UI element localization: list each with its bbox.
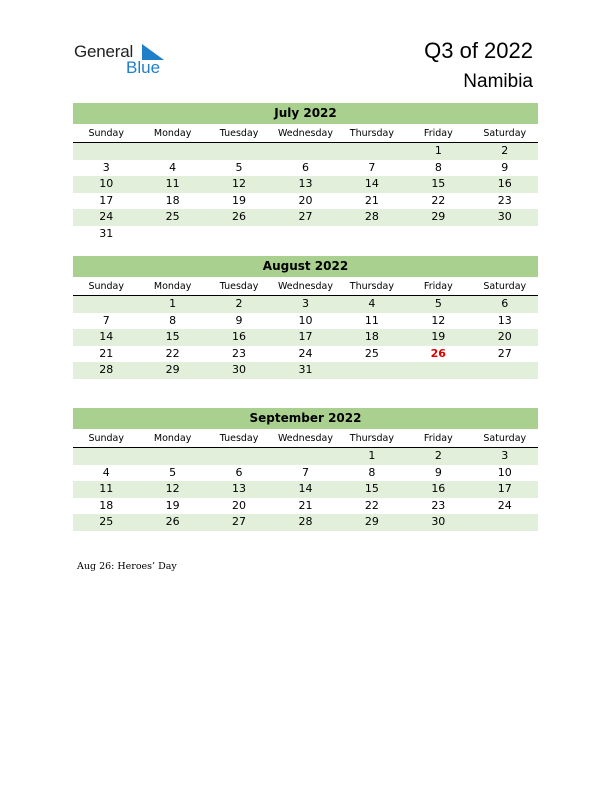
week-row [73,226,538,243]
day-cell: 28 [99,363,114,376]
weekday-label: Wednesday [277,433,333,444]
day-cell [272,143,338,160]
weekday-label: Thursday [349,128,394,139]
weekday-label: Friday [423,128,453,139]
day-cell: 15 [431,177,446,190]
day-cell: 14 [298,482,313,495]
day-cell: 24 [298,346,313,360]
weekday-label: Sunday [88,128,124,139]
day-cell: 28 [298,515,313,528]
day-cell: 7 [301,465,309,479]
day-cell: 5 [169,465,177,479]
brand-general: General [74,42,134,61]
weekday-label: Sunday [88,433,124,444]
weekday-label: Wednesday [277,281,333,292]
day-cell: 2 [434,449,442,462]
day-cell: 17 [99,193,114,207]
brand-logo [74,42,184,78]
holiday-note: Aug 26: Heroes’ Day [77,561,177,572]
day-cell [272,448,338,465]
weekday-label: Thursday [349,433,394,444]
country-name: Namibia [463,71,533,92]
day-cell: 5 [235,160,243,174]
day-cell [339,362,405,379]
day-cell: 11 [364,313,379,327]
month-september [73,408,538,531]
day-cell: 21 [364,193,379,207]
day-cell: 30 [232,363,247,376]
day-cell: 19 [431,330,446,343]
day-cell: 2 [235,297,243,310]
day-cell: 29 [364,515,379,528]
brand-blue: Blue [126,58,161,77]
week-row [73,514,538,531]
day-cell [73,143,139,160]
day-cell: 25 [99,515,114,528]
weekday-label: Thursday [349,281,394,292]
day-cell: 6 [501,297,509,310]
week-row [73,465,538,482]
weekday-label: Saturday [483,128,527,139]
day-cell: 25 [165,210,180,223]
day-cell [405,226,471,243]
week-row [73,448,538,465]
day-cell: 12 [165,482,180,495]
day-cell: 8 [368,465,376,479]
day-cell: 28 [364,210,379,223]
day-cell: 23 [232,346,247,360]
weekday-label: Tuesday [219,281,259,292]
day-cell: 4 [169,160,177,174]
day-cell: 3 [301,297,309,310]
week-row [73,481,538,498]
day-cell: 9 [235,313,243,327]
day-cell [73,448,139,465]
day-cell: 23 [497,193,512,207]
week-row [73,143,538,160]
day-cell: 20 [298,193,313,207]
day-cell: 10 [99,177,114,190]
week-row [73,313,538,330]
day-cell [73,296,139,313]
day-cell: 25 [364,346,379,360]
day-cell: 24 [497,498,512,512]
day-cell: 27 [298,210,313,223]
week-row [73,498,538,515]
day-cell: 2 [501,144,509,157]
day-cell: 11 [99,482,114,495]
day-cell: 21 [298,498,313,512]
day-cell: 8 [434,160,442,174]
day-cell [206,448,272,465]
month-header: September 2022 [73,408,538,429]
day-cell: 15 [165,330,180,343]
holiday-notes [77,561,177,572]
day-cell: 17 [497,482,512,495]
day-cell: 1 [368,449,376,462]
day-cell: 29 [165,363,180,376]
day-cell: 16 [497,177,512,190]
weekday-label: Sunday [88,281,124,292]
day-cell: 20 [232,498,247,512]
week-row [73,346,538,363]
day-cell [206,226,272,243]
page-title: Q3 of 2022 [424,38,533,63]
day-cell: 16 [431,482,446,495]
weekday-label: Tuesday [219,128,259,139]
month-august [73,256,538,379]
day-cell: 14 [364,177,379,190]
day-cell: 6 [235,465,243,479]
day-cell: 12 [431,313,446,327]
month-header: August 2022 [73,256,538,277]
day-cell: 10 [298,313,313,327]
day-cell: 27 [497,346,512,360]
weekday-label: Saturday [483,281,527,292]
week-row [73,362,538,379]
day-cell: 16 [232,330,247,343]
weekday-label: Monday [153,433,192,444]
day-cell: 1 [434,144,442,157]
day-cell: 7 [102,313,110,327]
month-july [73,103,538,242]
week-row [73,296,538,313]
weekday-label: Tuesday [219,433,259,444]
day-cell [272,226,338,243]
weekday-label: Wednesday [277,128,333,139]
day-cell: 19 [232,193,247,207]
day-cell: 9 [434,465,442,479]
day-cell: 31 [298,363,313,376]
day-cell: 7 [368,160,376,174]
day-cell: 20 [497,330,512,343]
day-cell: 5 [434,297,442,310]
day-cell: 24 [99,210,114,223]
day-cell: 13 [497,313,512,327]
day-cell: 9 [501,160,509,174]
weekday-label: Friday [423,433,453,444]
day-cell: 15 [364,482,379,495]
day-cell: 22 [165,346,180,360]
day-cell: 3 [102,160,110,174]
month-header: July 2022 [73,103,538,124]
day-cell [405,362,471,379]
day-cell [472,514,538,531]
day-cell: 31 [99,226,114,240]
day-cell [139,143,205,160]
weekday-header-row [73,126,538,143]
weekday-label: Friday [423,281,453,292]
day-cell: 10 [497,465,512,479]
weekday-header-row [73,279,538,296]
day-cell: 17 [298,330,313,343]
week-row [73,329,538,346]
week-row [73,209,538,226]
day-cell [339,143,405,160]
day-cell [139,226,205,243]
day-cell: 26 [430,346,446,360]
day-cell: 4 [102,465,110,479]
day-cell: 18 [99,498,114,512]
day-cell: 4 [368,297,376,310]
weekday-label: Monday [153,128,192,139]
day-cell [206,143,272,160]
weekday-label: Monday [153,281,192,292]
day-cell: 21 [99,346,114,360]
day-cell: 19 [165,498,180,512]
weekday-label: Saturday [483,433,527,444]
day-cell: 18 [364,330,379,343]
day-cell: 22 [364,498,379,512]
day-cell: 8 [169,313,177,327]
day-cell [472,362,538,379]
day-cell: 22 [431,193,446,207]
day-cell: 30 [431,515,446,528]
day-cell: 6 [301,160,309,174]
day-cell: 23 [431,498,446,512]
weekday-header-row [73,431,538,448]
week-row [73,176,538,193]
day-cell: 13 [298,177,313,190]
day-cell: 26 [165,515,180,528]
day-cell [139,448,205,465]
day-cell: 13 [232,482,247,495]
day-cell: 26 [232,210,247,223]
day-cell [472,226,538,243]
day-cell: 18 [165,193,180,207]
day-cell: 30 [497,210,512,223]
day-cell: 11 [165,177,180,190]
day-cell: 3 [501,449,509,462]
day-cell: 12 [232,177,247,190]
day-cell [339,226,405,243]
day-cell: 27 [232,515,247,528]
day-cell: 1 [169,297,177,310]
day-cell: 14 [99,330,114,343]
week-row [73,193,538,210]
day-cell: 29 [431,210,446,223]
week-row [73,160,538,177]
